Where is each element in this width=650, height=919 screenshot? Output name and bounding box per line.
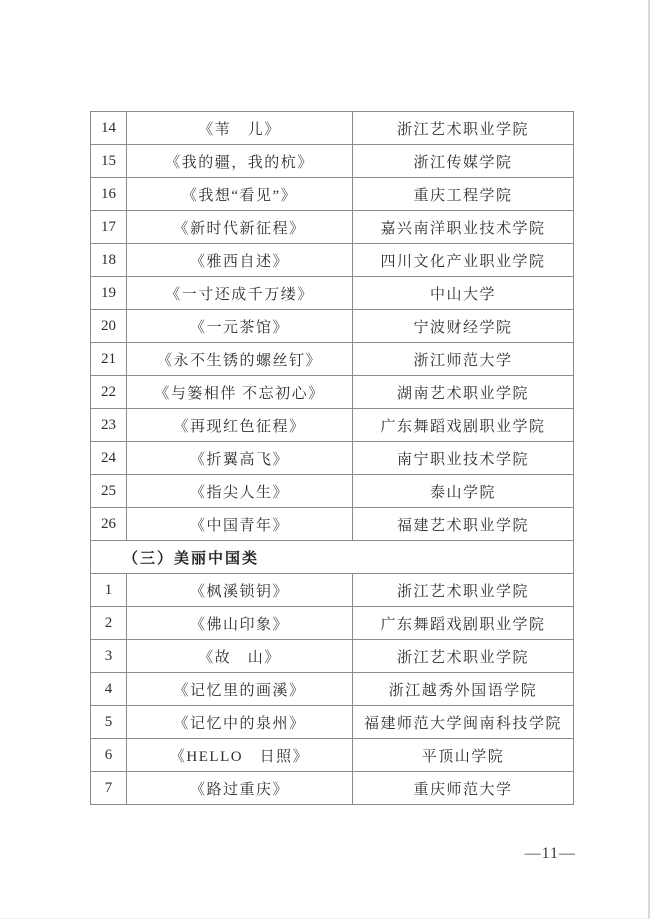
title-cell: 《佛山印象》 bbox=[127, 607, 353, 640]
table-row bbox=[91, 508, 574, 541]
institution-cell: 宁波财经学院 bbox=[353, 310, 574, 343]
table-row bbox=[91, 244, 574, 277]
row-number-cell: 5 bbox=[91, 706, 127, 739]
row-number-cell: 4 bbox=[91, 673, 127, 706]
institution-cell: 中山大学 bbox=[353, 277, 574, 310]
row-number-cell: 18 bbox=[91, 244, 127, 277]
title-cell: 《再现红色征程》 bbox=[127, 409, 353, 442]
title-cell: 《HELLO 日照》 bbox=[127, 739, 353, 772]
title-cell: 《记忆里的画溪》 bbox=[127, 673, 353, 706]
table-row bbox=[91, 739, 574, 772]
institution-cell: 浙江传媒学院 bbox=[353, 145, 574, 178]
institution-cell: 重庆师范大学 bbox=[353, 772, 574, 805]
institution-cell: 浙江艺术职业学院 bbox=[353, 640, 574, 673]
table-row bbox=[91, 409, 574, 442]
institution-cell: 浙江艺术职业学院 bbox=[353, 112, 574, 145]
row-number-cell: 1 bbox=[91, 574, 127, 607]
title-cell: 《永不生锈的螺丝钉》 bbox=[127, 343, 353, 376]
title-cell: 《与篓相伴 不忘初心》 bbox=[127, 376, 353, 409]
row-number-cell: 21 bbox=[91, 343, 127, 376]
title-cell: 《我想“看见”》 bbox=[127, 178, 353, 211]
row-number-cell: 22 bbox=[91, 376, 127, 409]
table-row bbox=[91, 310, 574, 343]
table-row bbox=[91, 376, 574, 409]
table-row bbox=[91, 673, 574, 706]
title-cell: 《一元茶馆》 bbox=[127, 310, 353, 343]
title-cell: 《中国青年》 bbox=[127, 508, 353, 541]
title-cell: 《新时代新征程》 bbox=[127, 211, 353, 244]
table-row bbox=[91, 706, 574, 739]
title-cell: 《记忆中的泉州》 bbox=[127, 706, 353, 739]
institution-cell: 四川文化产业职业学院 bbox=[353, 244, 574, 277]
row-number-cell: 6 bbox=[91, 739, 127, 772]
institution-cell: 福建师范大学闽南科技学院 bbox=[353, 706, 574, 739]
title-cell: 《苇 儿》 bbox=[127, 112, 353, 145]
table-row bbox=[91, 772, 574, 805]
title-cell: 《枫溪锁钥》 bbox=[127, 574, 353, 607]
awards-table bbox=[90, 111, 574, 805]
table-row bbox=[91, 211, 574, 244]
row-number-cell: 25 bbox=[91, 475, 127, 508]
section-header-row bbox=[91, 541, 574, 574]
row-number-cell: 26 bbox=[91, 508, 127, 541]
institution-cell: 泰山学院 bbox=[353, 475, 574, 508]
institution-cell: 浙江师范大学 bbox=[353, 343, 574, 376]
title-cell: 《路过重庆》 bbox=[127, 772, 353, 805]
table-row bbox=[91, 178, 574, 211]
institution-cell: 广东舞蹈戏剧职业学院 bbox=[353, 409, 574, 442]
institution-cell: 嘉兴南洋职业技术学院 bbox=[353, 211, 574, 244]
row-number-cell: 16 bbox=[91, 178, 127, 211]
table-row bbox=[91, 442, 574, 475]
title-cell: 《雅西自述》 bbox=[127, 244, 353, 277]
institution-cell: 平顶山学院 bbox=[353, 739, 574, 772]
table-row bbox=[91, 574, 574, 607]
row-number-cell: 3 bbox=[91, 640, 127, 673]
row-number-cell: 24 bbox=[91, 442, 127, 475]
title-cell: 《指尖人生》 bbox=[127, 475, 353, 508]
institution-cell: 浙江艺术职业学院 bbox=[353, 574, 574, 607]
row-number-cell: 15 bbox=[91, 145, 127, 178]
table-row bbox=[91, 145, 574, 178]
title-cell: 《一寸还成千万缕》 bbox=[127, 277, 353, 310]
row-number-cell: 14 bbox=[91, 112, 127, 145]
table-row bbox=[91, 640, 574, 673]
title-cell: 《故 山》 bbox=[127, 640, 353, 673]
institution-cell: 福建艺术职业学院 bbox=[353, 508, 574, 541]
table-row bbox=[91, 343, 574, 376]
row-number-cell: 17 bbox=[91, 211, 127, 244]
title-cell: 《我的疆，我的杭》 bbox=[127, 145, 353, 178]
row-number-cell: 23 bbox=[91, 409, 127, 442]
table-row bbox=[91, 277, 574, 310]
institution-cell: 浙江越秀外国语学院 bbox=[353, 673, 574, 706]
title-cell: 《折翼高飞》 bbox=[127, 442, 353, 475]
institution-cell: 广东舞蹈戏剧职业学院 bbox=[353, 607, 574, 640]
institution-cell: 南宁职业技术学院 bbox=[353, 442, 574, 475]
row-number-cell: 20 bbox=[91, 310, 127, 343]
table-row bbox=[91, 475, 574, 508]
table-row bbox=[91, 607, 574, 640]
section-header-label: （三）美丽中国类 bbox=[91, 541, 574, 574]
page-number: —11— bbox=[524, 845, 576, 862]
institution-cell: 湖南艺术职业学院 bbox=[353, 376, 574, 409]
row-number-cell: 19 bbox=[91, 277, 127, 310]
row-number-cell: 7 bbox=[91, 772, 127, 805]
institution-cell: 重庆工程学院 bbox=[353, 178, 574, 211]
table-row bbox=[91, 112, 574, 145]
row-number-cell: 2 bbox=[91, 607, 127, 640]
